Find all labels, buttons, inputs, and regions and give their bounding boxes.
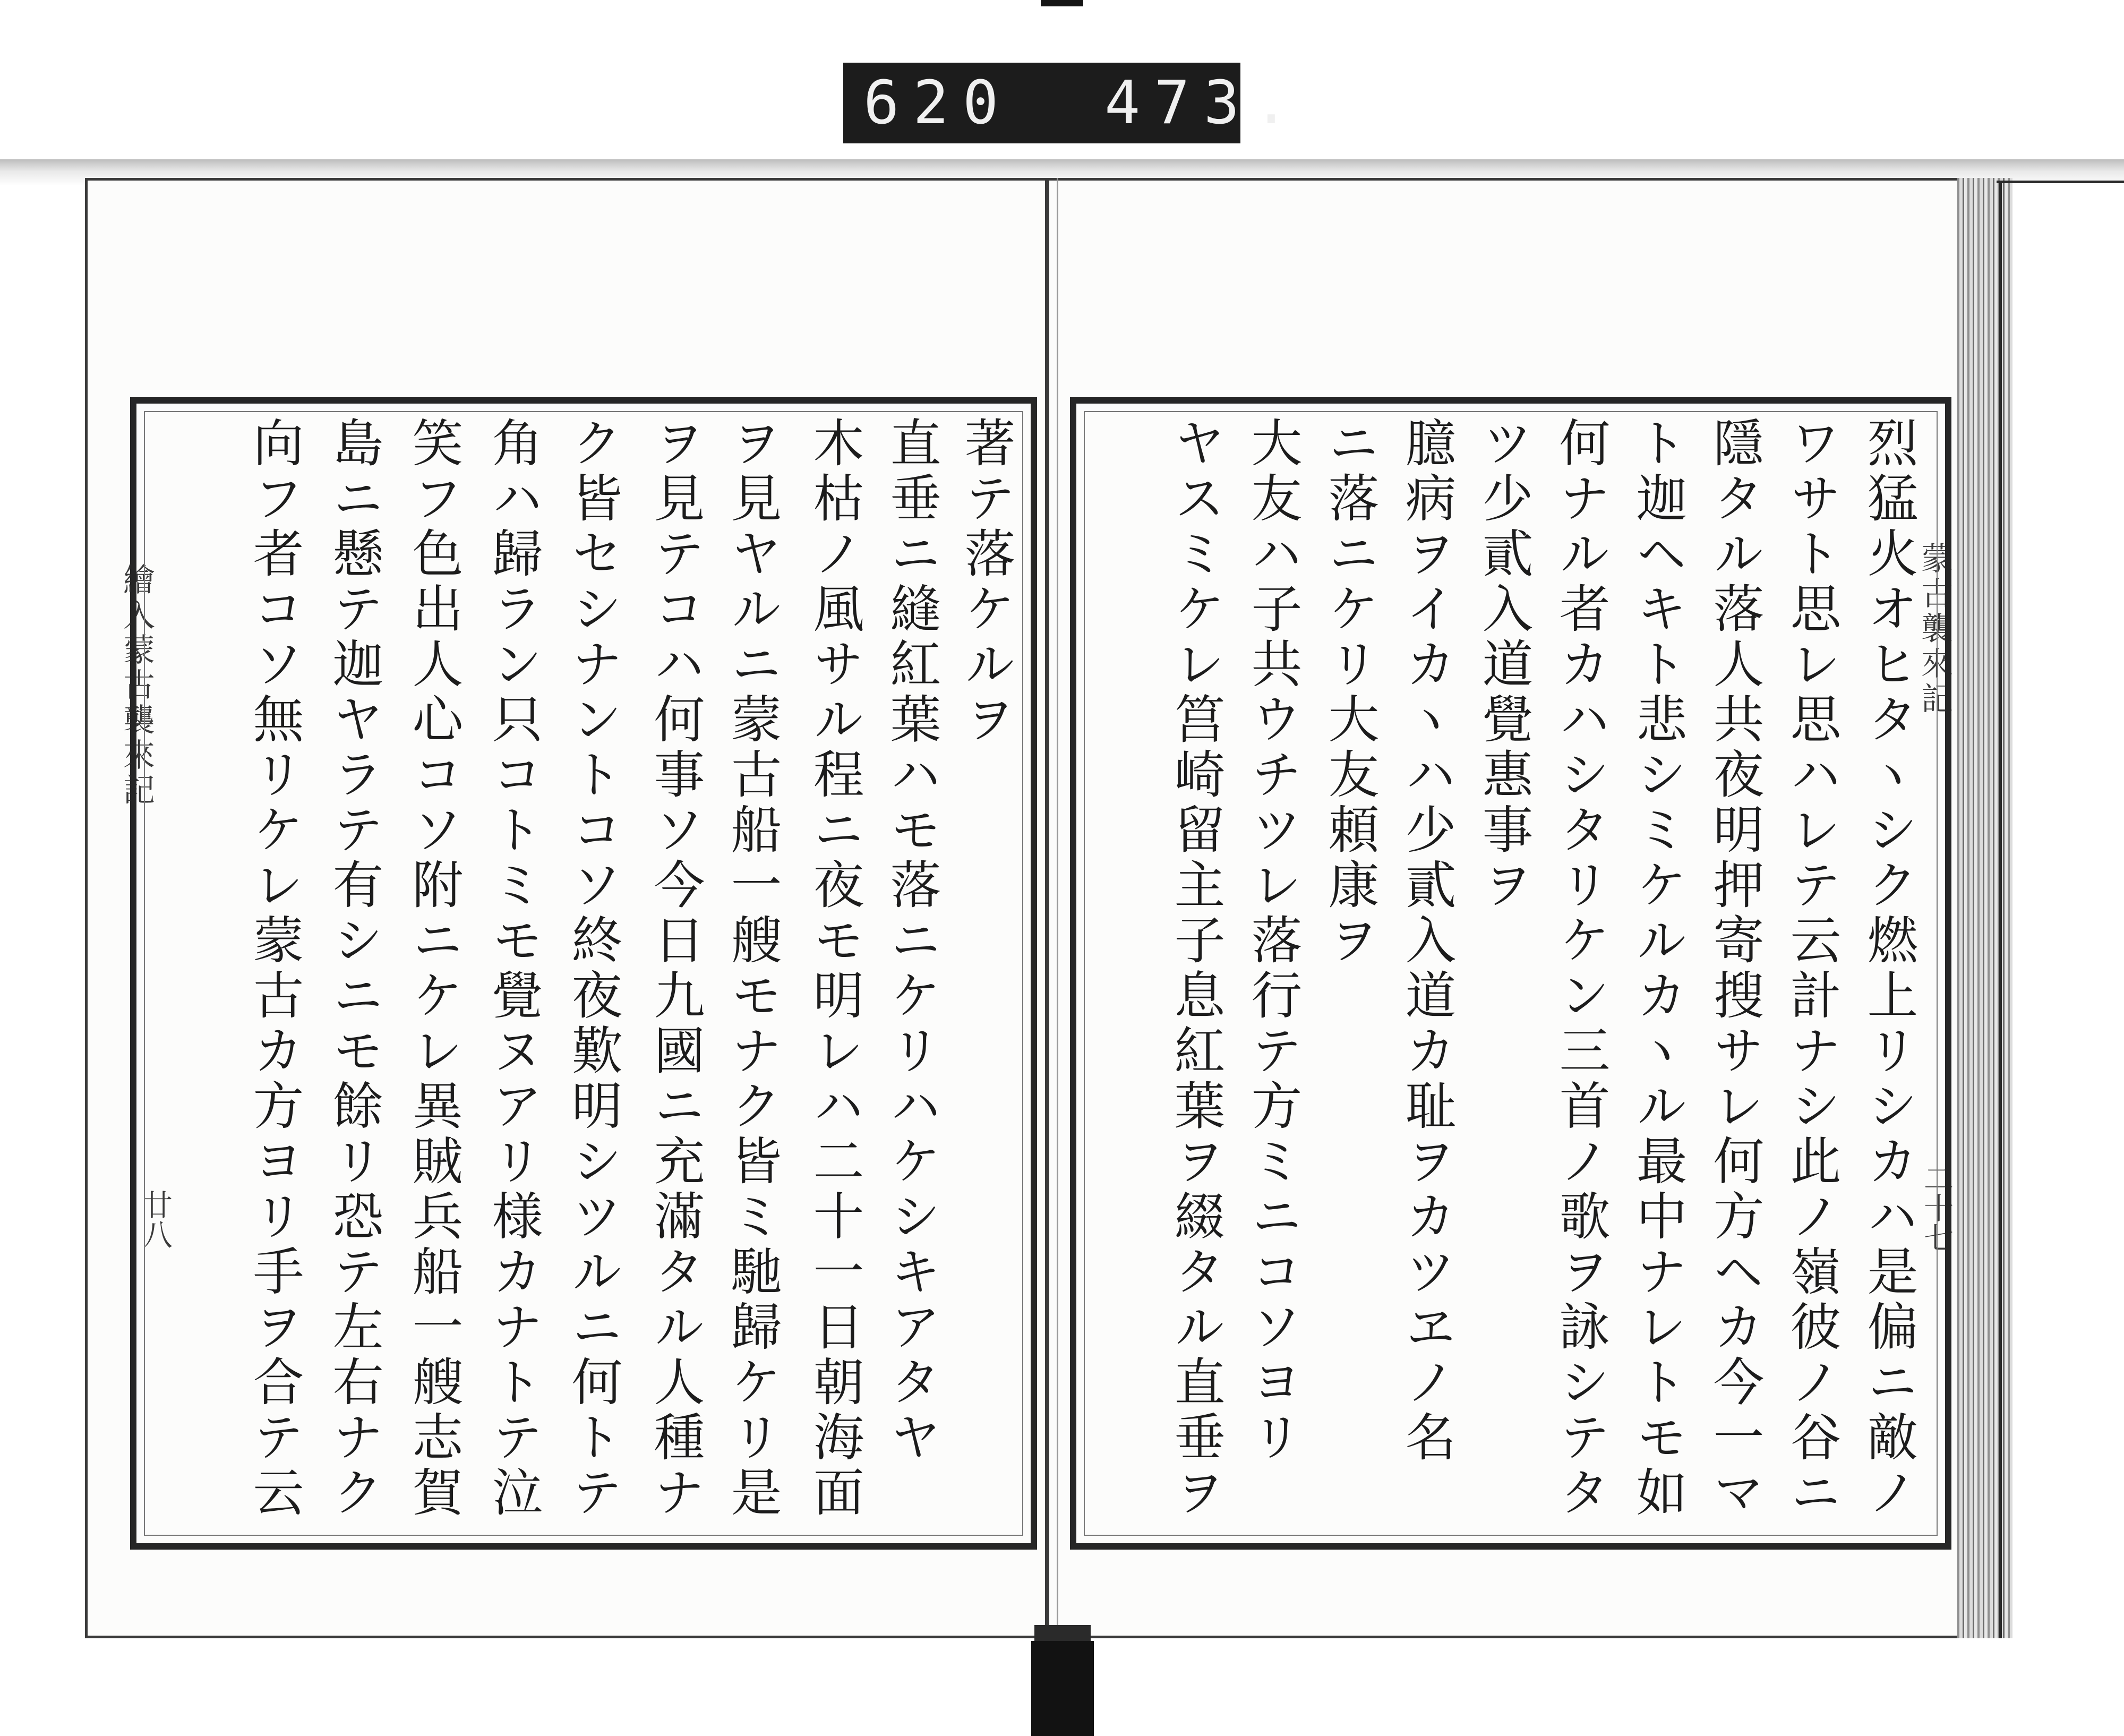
right-text-column: 臆病ヲイカヽハ少貳入道カ耻ヲカツヱノ名	[1397, 416, 1457, 1466]
right-text-column: 大友ハ子共ウチツレ落行テ方ミニコソヨリ	[1243, 416, 1303, 1466]
archive-label-plate	[843, 63, 1303, 143]
book-spine	[1045, 178, 1049, 1638]
archive-number-right: 473.	[1104, 69, 1303, 138]
right-margin-title: 蒙古襲來記	[1916, 542, 1953, 717]
left-text-column: 島ニ懸テ迦ヤラテ有シニモ餘リ恐テ左右ナク	[324, 416, 384, 1521]
left-text-column: ヲ見ヤルニ蒙古船一艘モナク皆ミ馳歸ケリ是	[723, 416, 782, 1521]
right-text-column: ヤスミケレ筥崎留主子息紅葉ヲ綴タル直垂ヲ	[1166, 416, 1226, 1521]
left-text-column: 著テ落ケルヲ	[956, 416, 1016, 748]
left-text-frame	[130, 397, 1037, 1550]
right-text-frame	[1070, 397, 1951, 1550]
archive-number-left: 620	[863, 69, 1013, 138]
left-margin-title: 繪入蒙古襲來記	[118, 563, 155, 808]
right-ledge-top	[1997, 181, 2124, 183]
left-text-column: ク皆セシナントコソ終夜歎明シツルニ何トテ	[563, 416, 623, 1521]
right-text-column: ワサト思レ思ハレテ云計ナシ此ノ嶺彼ノ谷ニ	[1782, 416, 1842, 1521]
page-edge-stack	[1957, 178, 2012, 1638]
left-folio: 廿八	[138, 1190, 173, 1249]
top-binding-marker	[1041, 0, 1083, 6]
left-text-column: 笑フ色出人心コソ附ニケレ異賊兵船一艘志賀	[404, 416, 464, 1521]
right-text-column: 烈猛火オヒタヽシク燃上リシカハ是偏ニ敵ノ	[1859, 416, 1919, 1521]
right-text-column: ニ落ニケリ大友頼康ヲ	[1320, 416, 1380, 969]
left-text-column: 向フ者コソ無リケレ蒙古カ方ヨリ手ヲ合テ云	[245, 416, 304, 1521]
right-text-column: 何ナル者カハシタリケン三首ノ歌ヲ詠シテタ	[1551, 416, 1611, 1521]
left-text-column: 木枯ノ風サル程ニ夜モ明レハ二十一日朝海面	[805, 416, 864, 1521]
right-text-column: 隱タル落人共夜明押寄搜サレ何方ヘカ今一マ	[1705, 416, 1765, 1521]
left-text-column: ヲ見テコハ何事ソ今日九國ニ充滿タル人種ナ	[646, 416, 705, 1521]
right-text-column: ツ少貳入道覺惠事ヲ	[1474, 416, 1534, 913]
left-text-column: 直垂ニ縫紅葉ハモ落ニケリハケシキアタヤ	[882, 416, 941, 1466]
left-text-column: 角ハ歸ラン只コトミモ覺ヌアリ様カナトテ泣	[484, 416, 543, 1521]
bottom-binding-tab	[1031, 1641, 1094, 1736]
book-spine-shadow	[1057, 178, 1058, 1638]
right-text-column: ト迦ヘキト悲シミケルカヽル最中ナレトモ如	[1628, 416, 1688, 1521]
right-folio: 二十七	[1919, 1163, 1954, 1252]
right-ledge-side	[1999, 181, 2002, 1638]
